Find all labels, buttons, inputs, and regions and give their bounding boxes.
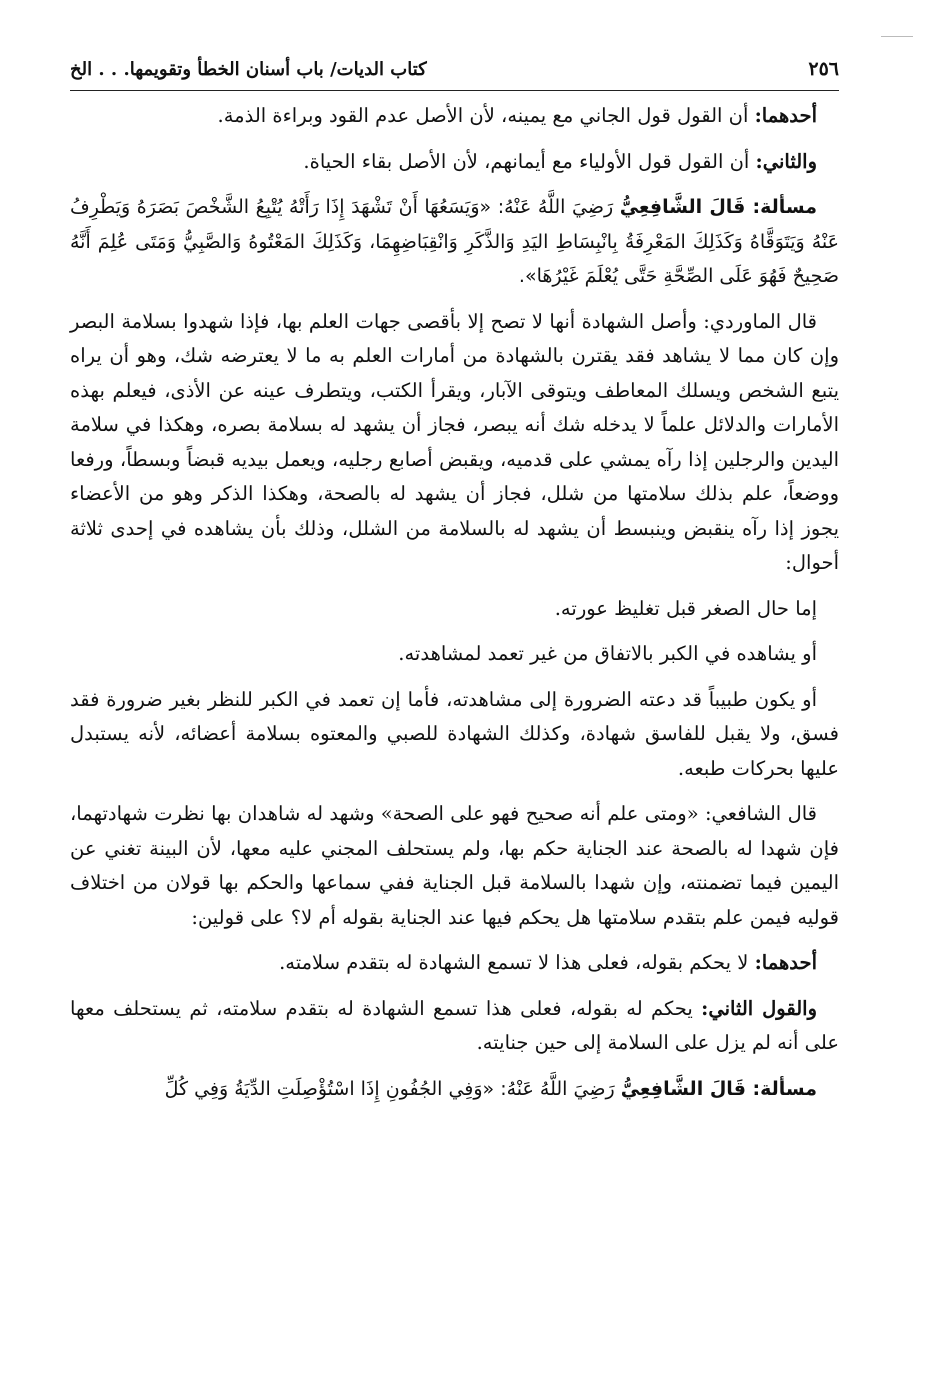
paragraph-first-opinion (70, 946, 839, 981)
paragraph-text: أن القول قول الأولياء مع أيمانهم، لأن الأصل بقاء الحياة. (303, 149, 756, 173)
page-body (70, 99, 839, 1106)
corner-mark (881, 36, 913, 37)
quote-text: رَضِيَ اللَّهُ عَنْهُ: «وَيَسَعُهَا أَنْ تَشْهَدَ إِذَا رَأَتْهُ يُتْبِعُ الشَّخْصَ بَصَرَهُ وَيَطْرِفُ عَنْهُ وَيَتَوَقَّاهُ وَكَذَلِكَ المَعْرِفَةُ بِانْبِسَاطِ اليَدِ وَالذَّكَرِ وَانْقِبَاضِهِمَا، وَكَذَلِكَ المَعْتُوهُ وَالصَّبِيُّ وَمَتَى عُلِمَ أَنَّهُ صَحِيحٌ فَهُوَ عَلَى الصِّحَّةِ حَتَّى يُعْلَمَ غَيْرُهَا». (70, 196, 839, 287)
paragraph-label: أحدهما: (754, 951, 817, 974)
paragraph-text: أو يكون طبيباً قد دعته الضرورة إلى مشاهدته، فأما إن تعمد في الكبر للنظر بغير ضرورة فقد فسق، ولا يقبل للفاسق شهادة، وكذلك الشهادة للصبي والمعتوه بسلامة أعضائه، لأنه يستبدل عليها بحركات طبعه. (70, 687, 839, 780)
paragraph-text: أن القول قول الجاني مع يمينه، لأن الأصل عدم القود وبراءة الذمة. (217, 104, 755, 127)
running-header (70, 58, 839, 91)
paragraph-masala-eyelids (70, 1072, 839, 1107)
masala-label: مسألة: (752, 1077, 817, 1100)
paragraph-label: أحدهما: (754, 104, 817, 127)
paragraph-text: يحكم له بقوله، فعلى هذا تسمع الشهادة له بتقدم سلامته، ثم يستحلف معها على أنه لم يزل على السلامة إلى حين جنايته. (70, 996, 839, 1054)
masala-label: مسألة: (752, 196, 817, 218)
paragraph-text: إما حال الصغر قبل تغليظ عورته. (554, 596, 817, 620)
paragraph-case-two (70, 637, 839, 672)
paragraph-case-one (70, 592, 839, 627)
paragraph-first-view (70, 99, 839, 134)
paragraph-text: أو يشاهده في الكبر بالاتفاق من غير تعمد لمشاهدته. (398, 642, 817, 665)
quote-text: رَضِيَ اللَّهُ عَنْهُ: «وَفِي الجُفُونِ إِذَا اسْتُؤْصِلَتِ الدِّيَةُ وَفِي كُلِّ (164, 1077, 621, 1100)
quote-speaker: قَالَ الشَّافِعِيُّ (619, 196, 753, 218)
paragraph-shafii-testimony (70, 797, 839, 935)
paragraph-second-view (70, 145, 839, 180)
paragraph-text: قال الشافعي: «ومتى علم أنه صحيح فهو على الصحة» وشهد له شاهدان بها نظرت شهادتهما، فإن شهدا له بالصحة عند الجناية حكم بها، ولم يستحلف المجني عليه معها، لأن البينة تغني عن اليمين فيما تضمنته، وإن شهدا بالسلامة قبل الجناية ففي سماعها والحكم بها قولان من اختلاف قوليه فيمن علم بتقدم سلامتها هل يحكم فيها عند الجناية بقوله أم لا؟ على قولين: (70, 802, 839, 929)
page-number: ٢٥٦ (808, 58, 839, 80)
header-title: كتاب الديات/ باب أسنان الخطأ وتقويمها. . . الخ (70, 59, 427, 80)
paragraph-label: والقول الثاني: (701, 996, 818, 1020)
paragraph-text: لا يحكم بقوله، فعلى هذا لا تسمع الشهادة له بتقدم سلامته. (279, 951, 755, 974)
paragraph-label: والثاني: (755, 149, 817, 173)
quote-speaker: قَالَ الشَّافِعِيُّ (620, 1077, 753, 1100)
paragraph-case-three (70, 683, 839, 787)
paragraph-masala-quote (70, 190, 839, 294)
paragraph-mawardi (70, 305, 839, 581)
paragraph-second-opinion (70, 992, 839, 1061)
paragraph-text: قال الماوردي: وأصل الشهادة أنها لا تصح إلا بأقصى جهات العلم بها، فإذا شهدوا بسلامة البصر وإن كان مما لا يشاهد فقد يقترن بالشهادة من أمارات العلم به ما لا يعترضه شك، وهو أن يراه يتبع الشخص ويسلك المعاطف ويتوقى الآبار، ويقرأ الكتب، ويتطرف عينه عن الأذى، فيعلم بهذه الأمارات والدلائل علماً لا يدخله شك أنه يبصر، فجاز أن يشهد له بسلامة بصره، وهكذا في سلامة اليدين والرجلين إذا رآه يمشي على قدميه، ويقبض أصابع رجليه، ويعمل بيديه قبضاً وبسطاً، ورفعا ووضعاً، علم بذلك سلامتها من شلل، فجاز أن يشهد له بالصحة، وهكذا الذكر وهو من الأعضاء يجوز إذا رآه ينقبض وينبسط أن يشهد له بالسلامة من الشلل، وذلك بأن يشاهده في إحدى ثلاثة أحوال: (70, 309, 839, 574)
